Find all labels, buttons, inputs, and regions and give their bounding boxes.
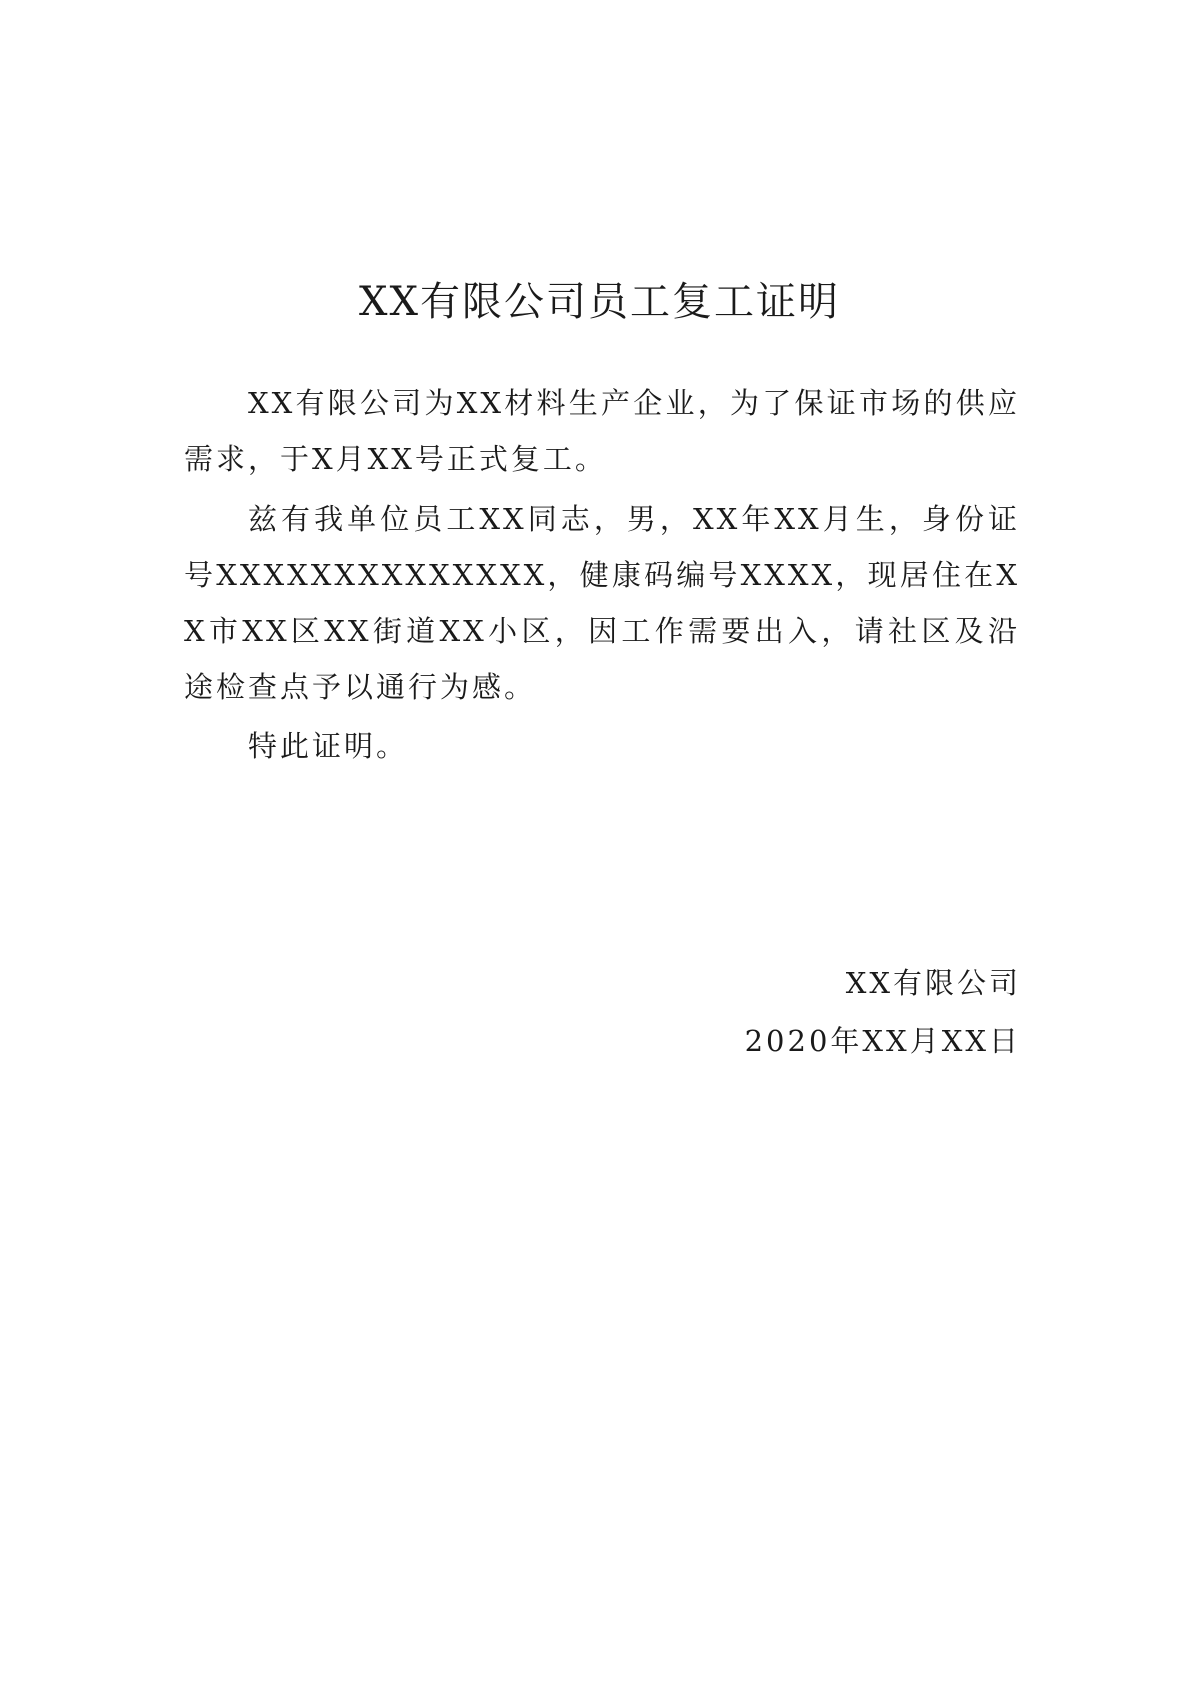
signature-company: XX有限公司 <box>845 966 1021 1000</box>
paragraph-closing: 特此证明。 <box>248 729 409 763</box>
paragraph-employee-details: 兹有我单位员工XX同志，男，XX年XX月生，身份证号XXXXXXXXXXXXXX，健康码编号XXXX，现居住在XX市XX区XX街道XX小区，因工作需要出入，请社区及沿途检查点予以通行为感。 <box>184 502 1020 704</box>
document-title: XX有限公司员工复工证明 <box>359 279 840 325</box>
paragraph-intro: XX有限公司为XX材料生产企业，为了保证市场的供应需求，于X月XX号正式复工。 <box>184 386 1020 476</box>
signature-date: 2020年XX月XX日 <box>744 1024 1021 1058</box>
